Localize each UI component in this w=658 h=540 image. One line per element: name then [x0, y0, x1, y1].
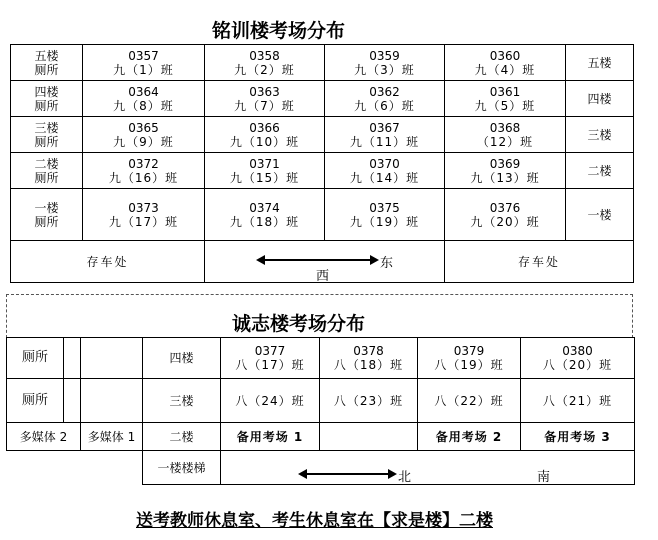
toilet-label: 厕所: [7, 379, 64, 423]
exam-room: 0368 （12）班: [445, 117, 566, 153]
floor-label: 五楼: [566, 45, 634, 81]
exam-room: 0362 九（6）班: [325, 81, 445, 117]
media-room-2: 多媒体 2: [7, 423, 81, 451]
spare-room-2: 备用考场 2: [418, 423, 521, 451]
floor-label: 三楼: [143, 379, 221, 423]
mingxun-table: [10, 44, 634, 283]
rest-room-note: 送考教师休息室、考生休息室在【求是楼】二楼: [136, 511, 493, 531]
floor-label: 二楼: [143, 423, 221, 451]
exam-room: 0366 九（10）班: [205, 117, 325, 153]
spare-room-1: 备用考场 1: [221, 423, 320, 451]
arrow-north-head-right: [388, 469, 397, 479]
exam-room: 八（23）班: [320, 379, 418, 423]
floor-label: 二楼: [566, 153, 634, 189]
mingxun-row-1f: [11, 189, 634, 241]
blank-cell: [64, 338, 81, 379]
arrow-west-east-line: [264, 259, 372, 261]
exam-room: 0373 九（17）班: [83, 189, 205, 241]
toilet-label: 四楼 厕所: [11, 81, 83, 117]
exam-room: 八（24）班: [221, 379, 320, 423]
toilet-label: 二楼 厕所: [11, 153, 83, 189]
arrow-north-south-line: [306, 473, 390, 475]
exam-room: 0375 九（19）班: [325, 189, 445, 241]
exam-room: 0372 九（16）班: [83, 153, 205, 189]
floor-label: 三楼: [566, 117, 634, 153]
chengzhi-row-2f: [7, 423, 635, 451]
exam-room: 0359 九（3）班: [325, 45, 445, 81]
floor-label: 四楼: [143, 338, 221, 379]
exam-room: 0380 八（20）班: [521, 338, 635, 379]
blank-cell: [7, 451, 143, 485]
floor-label: 四楼: [566, 81, 634, 117]
mingxun-row-2f: [11, 153, 634, 189]
parking-right: 存车处: [445, 241, 634, 283]
toilet-label: 一楼 厕所: [11, 189, 83, 241]
blank-cell: [81, 338, 143, 379]
south-label: 南: [537, 470, 551, 485]
blank-cell: [320, 423, 418, 451]
blank-cell: [64, 379, 81, 423]
exam-room: 0379 八（19）班: [418, 338, 521, 379]
exam-room: 0364 九（8）班: [83, 81, 205, 117]
mingxun-row-5f: [11, 45, 634, 81]
exam-room: 0365 九（9）班: [83, 117, 205, 153]
west-label: 西: [316, 269, 330, 284]
exam-room: 0370 九（14）班: [325, 153, 445, 189]
exam-room: 0358 九（2）班: [205, 45, 325, 81]
media-room-1: 多媒体 1: [81, 423, 143, 451]
exam-room: 八（21）班: [521, 379, 635, 423]
chengzhi-title: 诚志楼考场分布: [232, 313, 366, 335]
parking-left: 存车处: [11, 241, 205, 283]
east-label: 东: [380, 256, 394, 271]
toilet-label: 五楼 厕所: [11, 45, 83, 81]
exam-room: 0374 九（18）班: [205, 189, 325, 241]
chengzhi-row-4f: [7, 338, 635, 379]
exam-room: 0363 九（7）班: [205, 81, 325, 117]
exam-room: 0361 九（5）班: [445, 81, 566, 117]
exam-room: 0367 九（11）班: [325, 117, 445, 153]
chengzhi-row-3f: [7, 379, 635, 423]
mingxun-row-3f: [11, 117, 634, 153]
exam-room: 0360 九（4）班: [445, 45, 566, 81]
exam-room: 0357 九（1）班: [83, 45, 205, 81]
toilet-label: 三楼 厕所: [11, 117, 83, 153]
blank-cell: [81, 379, 143, 423]
mingxun-title: 铭训楼考场分布: [212, 20, 346, 42]
arrow-east-head: [370, 255, 379, 265]
mingxun-row-4f: [11, 81, 634, 117]
chengzhi-table: [6, 337, 635, 485]
exam-room: 八（22）班: [418, 379, 521, 423]
exam-room: 0369 九（13）班: [445, 153, 566, 189]
exam-room: 0378 八（18）班: [320, 338, 418, 379]
exam-room: 0377 八（17）班: [221, 338, 320, 379]
exam-room: 0376 九（20）班: [445, 189, 566, 241]
floor-label: 一楼: [566, 189, 634, 241]
stairs-label: 一楼楼梯: [143, 451, 221, 485]
spare-room-3: 备用考场 3: [521, 423, 635, 451]
toilet-label: 厕所: [7, 338, 64, 379]
direction-cell: [221, 451, 635, 485]
north-label: 北: [398, 470, 412, 485]
exam-room: 0371 九（15）班: [205, 153, 325, 189]
